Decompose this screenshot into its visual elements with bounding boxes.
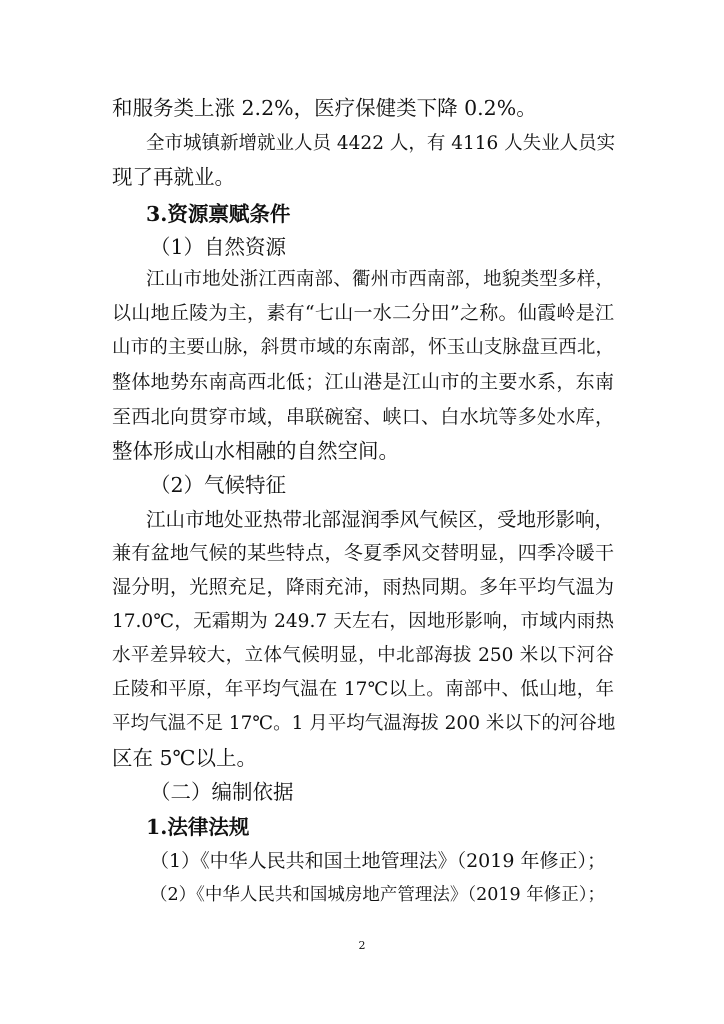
section-heading: 3.资源禀赋条件 [146,202,291,226]
text-line: 平均气温不足 17℃。1 月平均气温海拔 200 米以下的河谷地 [112,713,616,734]
text-line: 江山市地处亚热带北部湿润季风气候区，受地形影响， [146,508,615,531]
text-line: 山市的主要山脉，斜贯市域的东南部，怀玉山支脉盘亘西北， [112,337,614,358]
section-heading: 1.法律法规 [146,815,250,839]
subsection-heading: （1）自然资源 [150,235,287,259]
text-line: 水平差异较大，立体气候明显，中北部海拔 250 米以下河谷 [112,645,614,666]
text-line: 现了再就业。 [112,165,235,189]
subsection-heading: （二）编制依据 [150,780,294,804]
text-line: 以山地丘陵为主，素有“七山一水二分田”之称。仙霞岭是江 [112,302,614,324]
text-line: 兼有盆地气候的某些特点，冬夏季风交替明显，四季冷暖干 [112,542,614,564]
text-line: 全市城镇新增就业人员 4422 人，有 4116 人失业人员实 [146,133,616,154]
page-number: 2 [358,939,366,952]
text-line: 至西北向贯穿市域，串联碗窑、峡口、白水坑等多处水库， [112,406,614,428]
text-line: （1）《中华人民共和国土地管理法》（2019 年修正）； [150,850,606,872]
text-line: （2）《中华人民共和国城房地产管理法》（2019 年修正）； [150,885,605,905]
subsection-heading: （2）气候特征 [150,473,287,497]
text-line: 湿分明，光照充足，降雨充沛，雨热同期。多年平均气温为 [112,576,614,598]
text-line: 和服务类上涨 2.2%，医疗保健类下降 0.2%。 [112,96,537,120]
text-line: 江山市地处浙江西南部、衢州市西南部，地貌类型多样， [146,269,614,290]
text-line: 17.0℃，无霜期为 249.7 天左右，因地形影响，市域内雨热 [112,611,614,632]
text-line: 丘陵和平原，年平均气温在 17℃以上。南部中、低山地，年 [112,679,614,700]
text-line: 区在 5℃以上。 [112,746,257,770]
text-line: 整体地势东南高西北低；江山港是江山市的主要水系，东南 [112,371,614,393]
text-line: 整体形成山水相融的自然空间。 [112,439,399,463]
